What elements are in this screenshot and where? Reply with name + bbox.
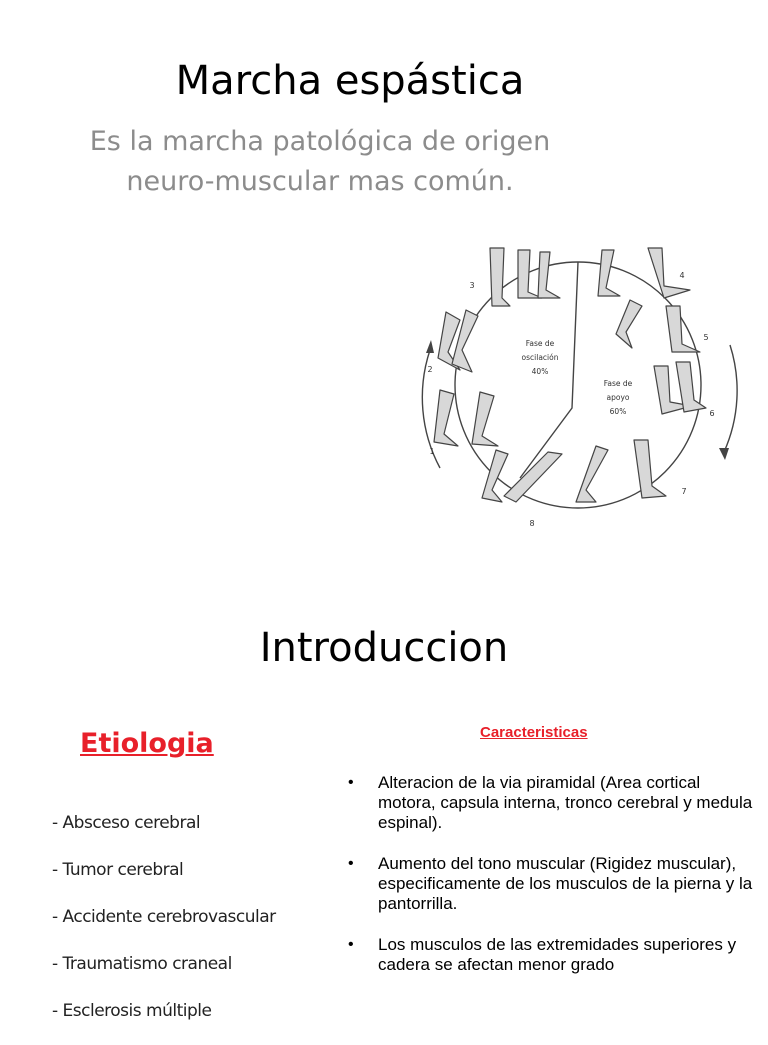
swing-phase-label: oscilación: [521, 353, 559, 362]
features-list: [346, 773, 756, 975]
stance-phase-label: apoyo: [606, 393, 630, 402]
etiology-item: - Tumor cerebral: [52, 860, 184, 880]
step-number: 6: [709, 409, 715, 418]
slide-title: Marcha espástica: [175, 58, 525, 104]
etiology-item: - Esclerosis múltiple: [52, 1001, 212, 1021]
etiology-item: - Absceso cerebral: [52, 813, 201, 833]
gait-cycle-diagram: [400, 240, 750, 540]
section-title: Introduccion: [259, 625, 509, 671]
feature-bullet: • Los musculos de las extremidades superiores y cadera se afectan menor grado: [346, 935, 756, 975]
step-number: 4: [679, 271, 685, 280]
leg-figures: [434, 248, 709, 502]
etiology-list: [52, 810, 276, 1045]
step-number: 3: [469, 281, 475, 290]
swing-phase-percent: 40%: [531, 367, 549, 376]
right-arrowhead-icon: [719, 448, 729, 460]
stance-phase-label: Fase de: [603, 379, 633, 388]
features-heading: Caracteristicas: [480, 724, 588, 741]
swing-phase-label: Fase de: [525, 339, 555, 348]
right-cycle-arrow: [724, 345, 737, 452]
stance-phase-percent: 60%: [609, 407, 627, 416]
feature-bullet: • Alteracion de la via piramidal (Area cortical motora, capsula interna, tronco cerebral y medula espinal).: [346, 773, 756, 833]
etiology-item: - Accidente cerebrovascular: [52, 907, 276, 927]
etiology-item: - Traumatismo craneal: [52, 954, 232, 974]
step-number: 2: [427, 365, 433, 374]
step-number: 1: [429, 447, 435, 456]
step-number: 5: [703, 333, 709, 342]
slide-subtitle: Es la marcha patológica de origen neuro-muscular mas común.: [89, 126, 551, 197]
etiology-heading: Etiologia: [80, 728, 214, 759]
step-number: 8: [529, 519, 535, 528]
feature-bullet: • Aumento del tono muscular (Rigidez muscular), especificamente de los musculos de la pierna y la pantorrilla.: [346, 854, 756, 914]
left-arrowhead-icon: [426, 340, 434, 353]
step-number: 7: [681, 487, 687, 496]
